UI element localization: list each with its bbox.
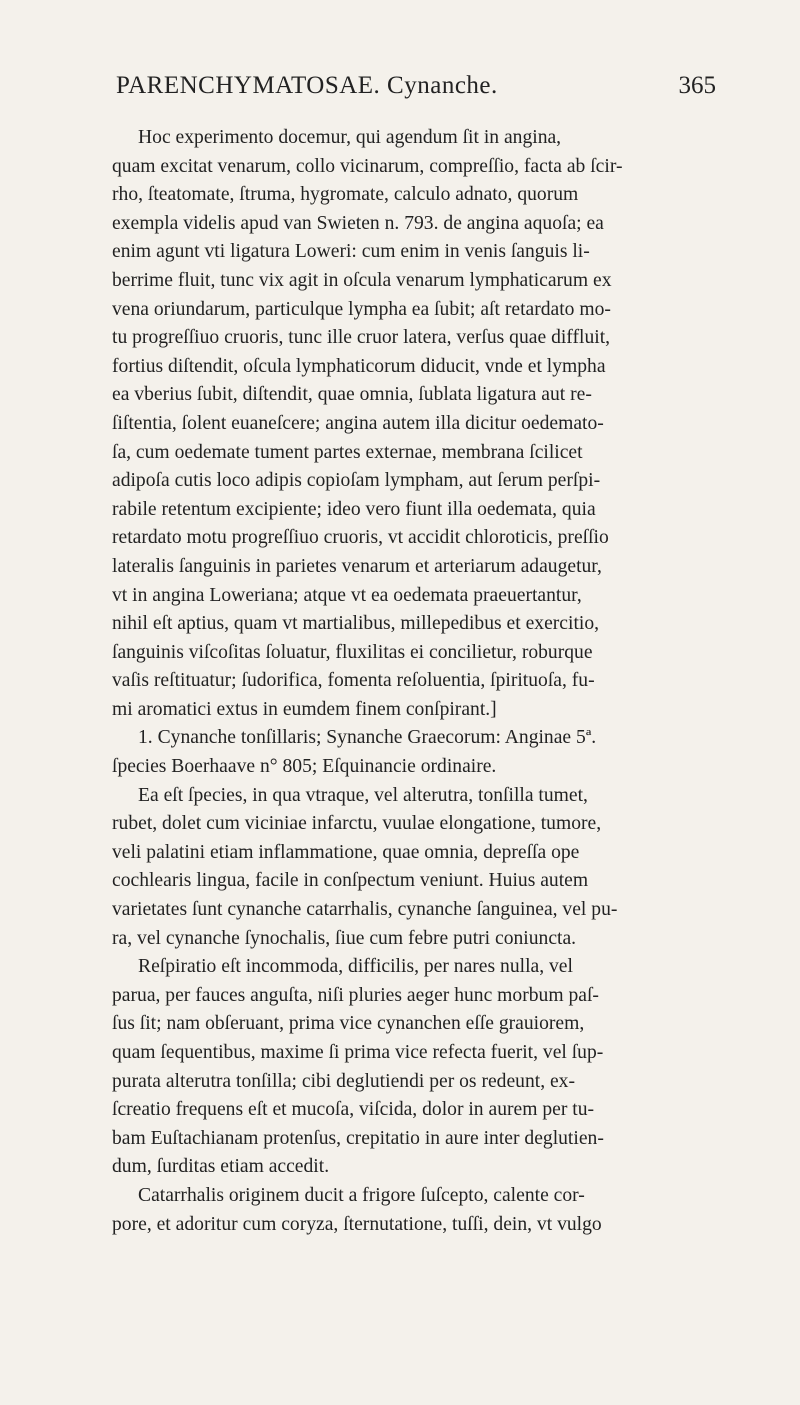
text-line: varietates ſunt cynanche catarrhalis, cynanche ſanguinea, vel pu-	[112, 899, 618, 921]
page-header	[116, 72, 716, 112]
text-line: exempla videlis apud van Swieten n. 793. de angina aquoſa; ea	[112, 212, 604, 234]
text-line: ea vberius ſubit, diſtendit, quae omnia, ſublata ligatura aut re-	[112, 384, 592, 406]
page-number: 365	[678, 72, 716, 99]
text-line: retardato motu progreſſiuo cruoris, vt accidit chloroticis, preſſio	[112, 527, 609, 549]
text-line: rho, ſteatomate, ſtruma, hygromate, calculo adnato, quorum	[112, 184, 579, 206]
text-line: ſcreatio frequens eſt et mucoſa, viſcida, dolor in aurem per tu-	[112, 1099, 595, 1121]
text-line: vaſis reſtituatur; ſudorifica, fomenta reſoluentia, ſpirituoſa, fu-	[112, 670, 595, 692]
text-line: nihil eſt aptius, quam vt martialibus, millepedibus et exercitio,	[112, 613, 600, 635]
text-line: adipoſa cutis loco adipis copioſam lympham, aut ſerum perſpi-	[112, 470, 601, 492]
text-line: 1. Cynanche tonſillaris; Synanche Graecorum: Anginae 5ª.	[138, 727, 597, 749]
text-line: cochlearis lingua, facile in conſpectum veniunt. Huius autem	[112, 870, 589, 892]
text-line: lateralis ſanguinis in parietes venarum et arteriarum adaugetur,	[112, 555, 602, 577]
text-line: rabile retentum excipiente; ideo vero fiunt illa oedemata, quia	[112, 498, 596, 520]
text-line: fortius diſtendit, oſcula lymphaticorum diducit, vnde et lympha	[112, 355, 606, 377]
text-line: enim agunt vti ligatura Loweri: cum enim in venis ſanguis li-	[112, 241, 590, 263]
text-line: berrime fluit, tunc vix agit in oſcula venarum lymphaticarum ex	[112, 269, 612, 291]
text-line: quam ſequentibus, maxime ſi prima vice refecta fuerit, vel ſup-	[112, 1042, 604, 1063]
text-line: Catarrhalis originem ducit a frigore ſuſcepto, calente cor-	[138, 1184, 585, 1206]
text-line: ſa, cum oedemate tument partes externae, membrana ſcilicet	[112, 441, 583, 463]
text-line: ra, vel cynanche ſynochalis, ſiue cum febre putri coniuncta.	[112, 927, 577, 949]
text-line: Hoc experimento docemur, qui agendum ſit in angina,	[138, 127, 562, 148]
text-line: ſpecies Boerhaave n° 805; Eſquinancie ordinaire.	[112, 756, 497, 778]
text-line: mi aromatici extus in eumdem finem conſpirant.]	[112, 698, 497, 720]
text-line: parua, per fauces anguſta, niſi pluries aeger hunc morbum paſ-	[112, 984, 599, 1006]
text-line: ſus ſit; nam obſeruant, prima vice cynanchen eſſe grauiorem,	[112, 1013, 585, 1035]
text-line: veli palatini etiam inflammatione, quae omnia, depreſſa ope	[112, 841, 580, 863]
text-line: Ea eſt ſpecies, in qua vtraque, vel alterutra, tonſilla tumet,	[138, 784, 588, 806]
text-line: pore, et adoritur cum coryza, ſternutatione, tuſſi, dein, vt vulgo	[112, 1213, 602, 1235]
text-line: ſanguinis viſcoſitas ſoluatur, fluxilitas ei concilietur, roburque	[112, 641, 593, 663]
text-line: ſiſtentia, ſolent euaneſcere; angina autem illa dicitur oedemato-	[112, 412, 604, 434]
text-line: rubet, dolet cum viciniae infarctu, vuulae elongatione, tumore,	[112, 813, 602, 835]
running-head: PARENCHYMATOSAE. Cynanche.	[116, 72, 498, 99]
body-text	[112, 124, 726, 1239]
text-line: Reſpiratio eſt incommoda, difficilis, per nares nulla, vel	[138, 956, 573, 978]
text-line: quam excitat venarum, collo vicinarum, compreſſio, facta ab ſcir-	[112, 155, 623, 177]
text-line: purata alterutra tonſilla; cibi deglutiendi per os redeunt, ex-	[112, 1070, 576, 1092]
text-line: tu progreſſiuo cruoris, tunc ille cruor latera, verſus quae diffluit,	[112, 327, 611, 349]
text-line: vena oriundarum, particulque lympha ea ſubit; aſt retardato mo-	[112, 298, 611, 320]
text-line: bam Euſtachianam protenſus, crepitatio in aure inter deglutien-	[112, 1127, 604, 1149]
text-line: vt in angina Loweriana; atque vt ea oedemata praeuertantur,	[112, 584, 582, 606]
text-line: dum, ſurditas etiam accedit.	[112, 1156, 330, 1178]
